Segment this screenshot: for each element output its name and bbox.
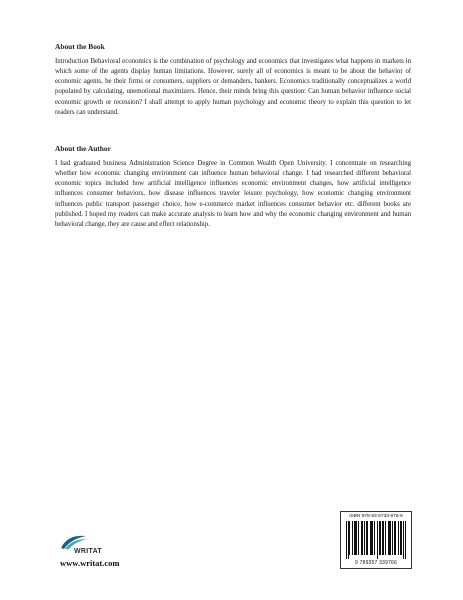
about-author-heading: About the Author: [55, 144, 111, 153]
publisher-block: [60, 534, 170, 574]
barcode-digits: 9 789357 339766: [355, 560, 397, 566]
barcode-bar: [374, 521, 375, 555]
barcode-bar: [392, 521, 393, 555]
barcode-bar: [403, 521, 404, 559]
barcode-bar: [385, 521, 386, 555]
barcode-bar: [394, 521, 395, 555]
about-book-section: [55, 42, 411, 118]
barcode-bars: [346, 521, 406, 559]
publisher-logo-text: WRITAT: [74, 548, 102, 555]
barcode-bar: [383, 521, 384, 555]
barcode-bar: [398, 521, 399, 555]
isbn-barcode: [340, 511, 412, 569]
barcode-bar: [355, 521, 356, 555]
barcode-bar: [370, 521, 371, 555]
barcode-bar: [356, 521, 357, 555]
barcode-bar: [390, 521, 391, 555]
barcode-bar: [354, 521, 355, 555]
about-author-section: [55, 144, 411, 230]
isbn-label: ISBN 978-93-5733-976-6: [349, 514, 403, 519]
barcode-bar: [380, 521, 381, 555]
barcode-bar: [367, 521, 368, 555]
barcode-bar: [389, 521, 390, 555]
barcode-bar: [372, 521, 373, 555]
about-book-text: Introduction Behavioral economics is the combination of psychology and economics that investigates what happens in markets in which some of the agents display human limitations. However, surely all of economics is meant to be about the behavior of economic agents, be their firms or consumers, suppliers or demanders, bankers. Economics traditionally conceptualizes a world populated by calculating, unemotional maximizers. Hence, their minds bring this question: Can human behavior influence social economic growth or recession? I shall attempt to apply human psychology and economic theory to explain this question to let readers can understand.: [55, 58, 411, 116]
barcode-bar: [352, 521, 353, 555]
barcode-bar: [371, 521, 372, 555]
barcode-bar: [401, 521, 402, 555]
barcode-bar: [405, 521, 406, 559]
barcode-bar: [377, 521, 378, 559]
barcode-bar: [388, 521, 389, 555]
barcode-bar: [358, 521, 359, 555]
barcode-bar: [348, 521, 349, 559]
about-book-heading: About the Book: [55, 42, 105, 51]
barcode-bar: [379, 521, 380, 555]
publisher-website: www.writat.com: [60, 558, 120, 568]
barcode-bar: [366, 521, 367, 555]
barcode-bar: [400, 521, 401, 555]
barcode-bar: [362, 521, 363, 555]
barcode-bar: [364, 521, 365, 555]
barcode-bar: [395, 521, 396, 555]
barcode-bar: [346, 521, 347, 559]
barcode-bar: [349, 521, 350, 555]
barcode-bar: [361, 521, 362, 555]
about-author-text: I had graduated business Administration Science Degree in Common Wealth Open University. I concentrate on researching whether how economic changing environment can influence human behavioral change. I had researched different behavioral economic topics included how artificial intelligence influences economic environment changes, how artificial intelligence influences consumer behaviors, how disease influences traveler leisure psychology, how economic changing environment influences public transport passenger choice, how e-commerce market influences consumer behavior etc. different books are published. I hoped my readers can make accurate analysis to learn how and why the economic changing environment and human behavioral change, they are cause and effect relationship.: [55, 160, 411, 228]
barcode-bar: [382, 521, 383, 555]
